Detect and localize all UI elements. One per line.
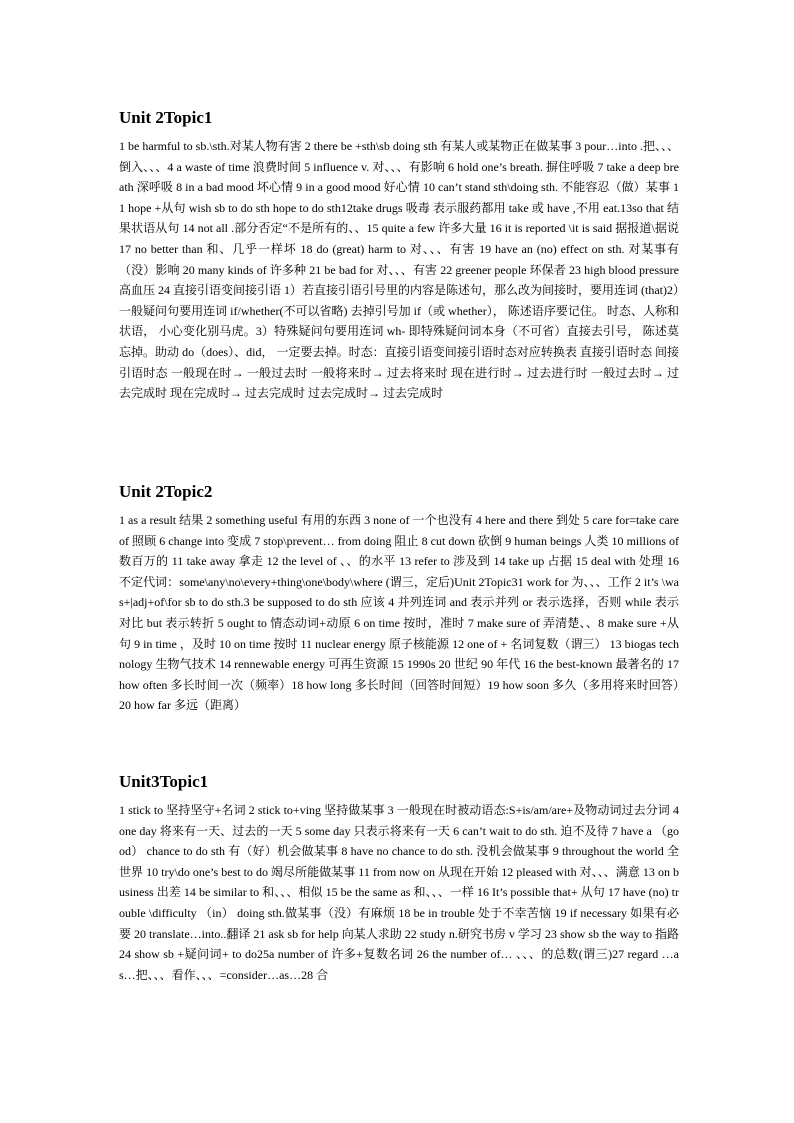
section-unit2-topic1: [119, 106, 679, 404]
section-unit3-topic1: [119, 770, 679, 985]
section-paragraph: 1 stick to 坚持坚守+名词 2 stick to+ving 坚持做某事 3 一般现在时被动语态:S+is/am/are+及物动词过去分词 4 one day 将来有一天、过去的一天 5 some day 只表示将来有一天 6 can’t wait to do sth. 迫不及待 7 have a （good） chance to do sth 有（好）机会做某事 8 have no chance to do sth. 没机会做某事 9 throughout the world 全世界 10 try\do one’s best to do 竭尽所能做某事 11 from now on 从现在开始 12 pleased with 对、、、满意 13 on business 出差 14 be similar to 和、、、相似 15 be the same as 和、、、一样 16 It’s possible that+ 从句 17 have (no) trouble \difficulty （in） doing sth.做某事（没）有麻烦 18 be in trouble 处于不幸苦恼 19 if necessary 如果有必要 20 translate…into..翻译 21 ask sb for help 向某人求助 22 study n.研究书房 v 学习 23 show sb the way to 指路 24 show sb +疑问词+ to do25a number of 许多+复数名词 26 the number of… 、、、的总数(谓三)27 regard …as…把、、、看作、、、=consider…as…28 合: [119, 803, 679, 982]
section-heading: Unit 2Topic2: [119, 482, 213, 501]
section-paragraph: 1 be harmful to sb.\sth.对某人物有害 2 there be +sth\sb doing sth 有某人或某物正在做某事 3 pour…into .把、、、倒入、、、4 a waste of time 浪费时间 5 influence v. 对、、、有影响 6 hold one’s breath. 摒住呼吸 7 take a deep breath 深呼吸 8 in a bad mood 坏心情 9 in a good mood 好心情 10 can’t stand sth\doing sth. 不能容忍（做）某事 11 hope +从句 wish sb to do sth hope to do sth12take drugs 吸毒 表示服药都用 take 或 have ,不用 eat.13so that 结果状语从句 14 not all .部分否定“不是所有的、、15 quite a few 许多大量 16 it is reported \it is said 据报道\据说 17 no better than 和、几乎一样坏 18 do (great) harm to 对、、、有害 19 have an (no) effect on sth. 对某事有（没）影响 20 many kinds of 许多种 21 be bad for 对、、、有害 22 greener people 环保者 23 high blood pressure 高血压 24 直接引语变间接引语 1）若直接引语引号里的内容是陈述句，那么改为间接时，要用连词 (that)2）一般疑问句要用连词 if/whether(不可以省略) 去掉引号加 if（或 whether）， 陈述语序要记住。 时态、人称和状语， 小心变化别马虎。3）特殊疑问句要用连词 wh- 即特殊疑问词本身（不可省）直接去引号， 陈述莫忘掉。助动 do（does）、did， 一定要去掉。时态：直接引语变间接引语时态对应转换表 直接引语时态 间接引语时态 一般现在时→ 一般过去时 一般将来时→ 过去将来时 现在进行时→ 过去进行时 一般过去时→ 过去完成时 现在完成时→ 过去完成时 过去完成时→ 过去完成时: [119, 139, 679, 401]
section-unit2-topic2: [119, 480, 679, 716]
section-heading: Unit3Topic1: [119, 772, 209, 791]
section-heading: Unit 2Topic1: [119, 108, 213, 127]
section-paragraph: 1 as a result 结果 2 something useful 有用的东西 3 none of 一个也没有 4 here and there 到处 5 care for=take care of 照顾 6 change into 变成 7 stop\prevent… from doing 阻止 8 cut down 砍倒 9 human beings 人类 10 millions of 数百万的 11 take away 拿走 12 the level of 、、的水平 13 refer to 涉及到 14 take up 占据 15 deal with 处理 16 不定代词：some\any\no\every+thing\one\body\where (谓三，定后)Unit 2Topic31 work for 为、、、工作 2 it’s \was+|adj+of\for sb to do sth.3 be supposed to do sth 应该 4 并列连词 and 表示并列 or 表示选择，否则 while 表示对比 but 表示转折 5 ought to 情态动词+动原 6 on time 按时，准时 7 make sure of 弄清楚、、8 make sure +从句 9 in time ，及时 10 on time 按时 11 nuclear energy 原子核能源 12 one of + 名词复数（谓三） 13 biogas technology 生物气技术 14 rennewable energy 可再生资源 15 1990s 20 世纪 90 年代 16 the best-known 最著名的 17 how often 多长时间一次（频率）18 how long 多长时间（回答时间短）19 how soon 多久（多用将来时回答）20 how far 多远（距离）: [119, 513, 679, 713]
